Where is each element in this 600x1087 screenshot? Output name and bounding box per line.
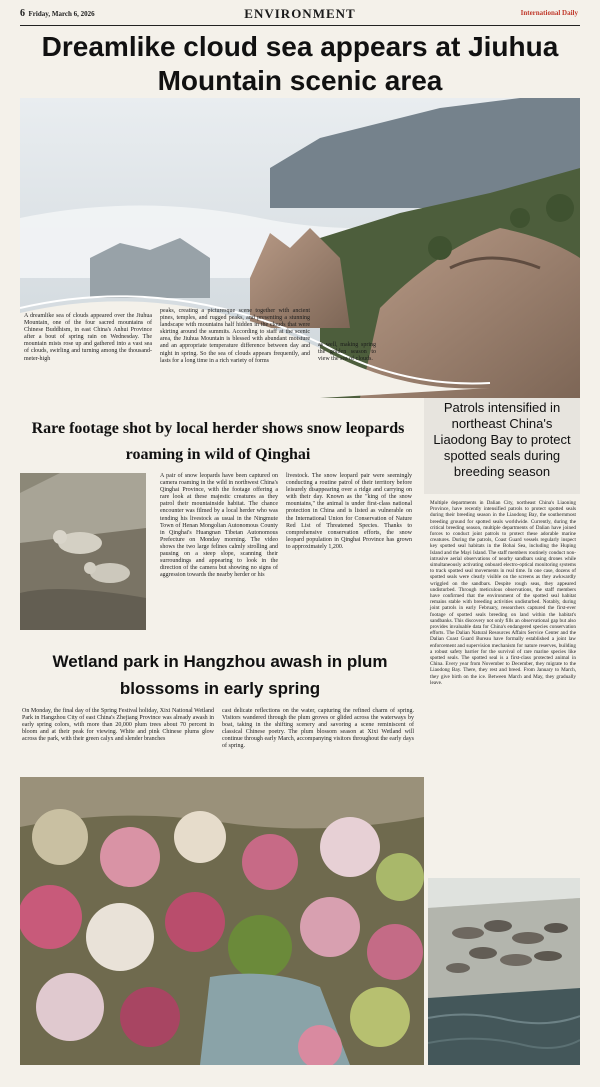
photo-spotted-seals — [428, 878, 580, 1065]
paper-name: International Daily — [520, 9, 578, 17]
article3-col2: cast delicate reflections on the water, capturing the refined charm of spring. Visitors wandered through the plum groves or glided across the waterways by boat, taking in the shifting scenery and savoring a scene reminiscent of classical Chinese poetry. The plum blossom season at Xixi Wetland will continue through early March, accompanying visitors throughout the early days of spring. — [222, 708, 414, 750]
article1-col1: A dreamlike sea of clouds appeared over the Jiuhua Mountain, one of the four sacred mountains of Chinese Buddhism, in east China's Anhui Province after a bout of spring rain on Wednesday. The mountain mists rose up and gathered into a vast sea of clouds, swirling and turning among the thousand-meter-high — [24, 313, 152, 362]
section-name: ENVIRONMENT — [244, 6, 356, 21]
headline-plum-blossoms: Wetland park in Hangzhou awash in plum blossoms in early spring — [52, 652, 388, 698]
headline-snow-leopards: Rare footage shot by local herder shows snow leopards roaming in wild of Qinghai — [31, 420, 405, 463]
masthead-rule — [20, 25, 580, 26]
photo-snow-leopards — [20, 473, 146, 630]
article4-body: Multiple departments in Dalian City, northeast China's Liaoning Province, have recently intensified patrols to protect spotted seals during their breeding season in the Liaodong Bay, the southernmost breeding ground for spotted seals worldwide. Currently, during the critical breeding season, multiple departments of Dalian have joined forces to conduct joint patrols to protect these adorable marine creatures. During the patrols, Coast Guard vessels regularly inspect key spotted seal habitats in the Bohai Sea, including the Huping Island and the Mayi Island. The staff members routinely conduct non-intrusive aerial observations of nearby sandbars using drones while simultaneously activating onboard electro-optical monitoring systems to track spotted seal movements in real time. In one case, dozens of spotted seals were clearly visible on the screens as they awkwardly wriggled on the sandbars. Despite rough seas, they appeared undisturbed. Through meticulous observations, the staff members have confirmed that the environment of the spotted seal habitat remains stable with breeding activities undisturbed. Notably, during joint patrols in early February, researchers captured the first-ever footage of spotted seals breeding on land within the habitat's sandbanks. This discovery not only fills an observational gap but also provides invaluable data for China's endangered species conservation efforts. The Dalian Natural Resources Affairs Service Center and the Dalian Coast Guard Bureau have formally established a joint law enforcement and supervision mechanism for nature reserves, building a robust safety barrier for the survival of rare marine species like spotted seals. The spotted seal is a first-class protected animal in China. Every year from November to December, they migrate to the Liaodong Bay. There, they rest and breed. From January to March, they give birth on the ice. Between March and May, they gradually leave. — [430, 500, 576, 686]
article3-col1: On Monday, the final day of the Spring Festival holiday, Xixi National Wetland Park in Hangzhou City of east China's Zhejiang Province was already awash in early spring colors, with more than 20,000 plum trees about 70 percent in bloom and at their peak for viewing. White and pink Chinese plums glow across the park, with their green calyx and slender branches — [22, 708, 214, 743]
issue-date: Friday, March 6, 2026 — [28, 10, 95, 18]
headline-jiuhua: Dreamlike cloud sea appears at Jiuhua Mountain scenic area — [41, 31, 559, 96]
article1-col3: as well, making spring the golden season to view the sea of clouds. — [318, 342, 376, 363]
photo-plum-blossoms — [20, 777, 424, 1065]
article2-col1: A pair of snow leopards have been captured on camera roaming in the wild in northwest China's Qinghai Province, with the footage offering a rare look at these majestic creatures as they patrol their mountainside habitat. The chance encounter was filmed by a local herder who was tending his livestock as usual in the Ningmute Town of Henan Mongolian Autonomous County in Qinghai's Huangnan Tibetan Autonomous Prefecture on Monday morning. The video shows the two large felines calmly strolling and pausing on a steep slope, scanning their surroundings and appearing to look in the direction of the camera but showing no signs of aggression towards the nearby herder or his — [160, 473, 278, 579]
headline-spotted-seals: Patrols intensified in northeast China's Liaodong Bay to protect spotted seals during breeding season — [433, 400, 571, 479]
page-number: 6 — [20, 8, 25, 19]
article2-col2: livestock. The snow leopard pair were seemingly conducting a routine patrol of their territory before leisurely disappearing over a ridge and carrying on with their day. Known as the "king of the snow mountains," the animal is under first-class national protection in China and is listed as vulnerable on the International Union for Conservation of Nature Red List of Threatened Species. Thanks to comprehensive conservation efforts, the snow leopard population in Qinghai Province has grown to approximately 1,200. — [286, 473, 412, 550]
sidebar-headline-box — [424, 398, 580, 494]
article1-col2: peaks, creating a picturesque scene together with ancient pines, temples, and rugged peaks, and presenting a stunning landscape with mountains half hidden in the clouds that were skirting around the summits. According to staff at the scenic area, the Jiuhua Mountain is blessed with abundant moisture and an appropriate temperature difference between day and night in spring. So the sea of clouds appears frequently, and lasts for a long time in a rich variety of forms — [160, 308, 310, 364]
